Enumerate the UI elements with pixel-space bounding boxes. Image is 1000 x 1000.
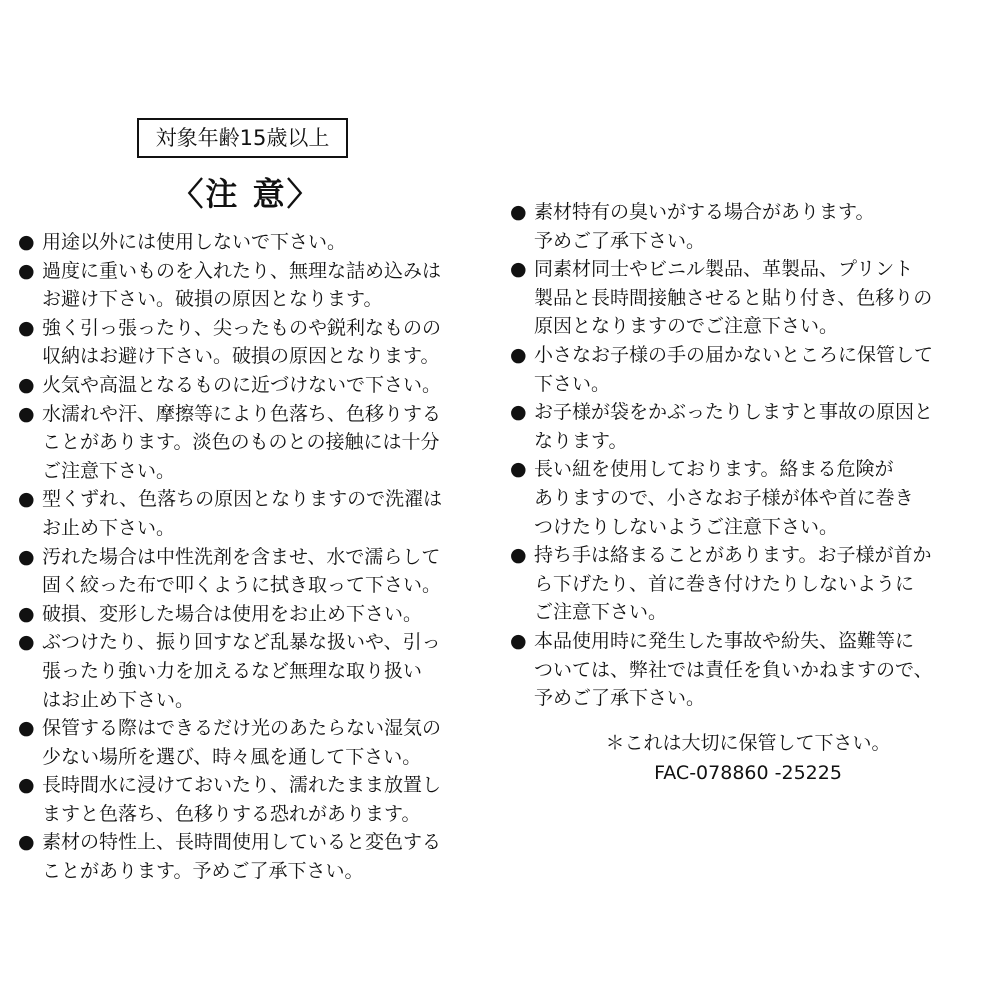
caution-line: 素材の特性上、長時間使用していると変色する xyxy=(42,831,442,854)
bullet-icon: ● xyxy=(18,231,35,253)
caution-line: 収納はお避け下さい。破損の原因となります。 xyxy=(42,345,440,368)
caution-item-text xyxy=(534,541,931,627)
caution-line: 過度に重いものを入れたり、無理な詰め込みは xyxy=(42,259,442,282)
bullet-icon: ● xyxy=(18,545,35,568)
caution-line: 長い紐を使用しております。絡まる危険が xyxy=(534,458,894,481)
caution-line: ら下げたり、首に巻き付けたりしないように xyxy=(534,572,915,595)
caution-line: なります。 xyxy=(534,429,628,452)
age-notice: 対象年齢15歳以上 xyxy=(155,126,330,150)
bullet-icon: ● xyxy=(510,401,527,424)
caution-line: 予めご了承下さい。 xyxy=(534,229,706,252)
caution-line: 火気や高温となるものに近づけないで下さい。 xyxy=(42,373,442,396)
caution-item xyxy=(18,771,492,828)
bullet-icon: ● xyxy=(510,458,527,481)
caution-item-text xyxy=(42,257,441,314)
caution-line: ありますので、小さなお子様が体や首に巻き xyxy=(534,486,914,509)
caution-item xyxy=(18,828,492,885)
caution-line: ついては、弊社では責任を負いかねますので、 xyxy=(534,658,933,681)
bullet-icon: ● xyxy=(18,373,35,396)
bullet-icon: ● xyxy=(18,717,35,740)
caution-line: お子様が袋をかぶったりしますと事故の原因と xyxy=(534,401,934,424)
caution-item-text xyxy=(42,228,346,257)
caution-item-text xyxy=(42,628,441,714)
bullet-icon: ● xyxy=(510,629,527,652)
caution-line: 持ち手は絡まることがあります。お子様が首か xyxy=(534,544,932,567)
caution-item xyxy=(18,543,492,600)
caution-line: 水濡れや汗、摩擦等により色落ち、色移りする xyxy=(42,402,442,425)
caution-line: 型くずれ、色落ちの原因となりますので洗濯は xyxy=(42,488,443,511)
caution-item-text xyxy=(534,198,874,255)
caution-item xyxy=(510,398,986,455)
caution-line: 用途以外には使用しないで下さい。 xyxy=(42,231,347,253)
caution-line: はお止め下さい。 xyxy=(42,688,195,711)
caution-line: ことがあります。予めご了承下さい。 xyxy=(42,860,364,883)
caution-item xyxy=(18,400,492,486)
caution-item-text xyxy=(534,341,933,398)
caution-list-right xyxy=(510,198,986,713)
caution-item xyxy=(510,255,986,341)
closing-note: ＊これは大切に保管して下さい。 xyxy=(605,732,891,754)
caution-line: 同素材同士やビニル製品、革製品、プリント xyxy=(534,258,914,281)
caution-item xyxy=(18,371,492,400)
caution-line: 汚れた場合は中性洗剤を含ませ、水で濡らして xyxy=(42,545,441,568)
caution-item xyxy=(510,627,986,713)
caution-line: ますと色落ち、色移りする恐れがあります。 xyxy=(42,802,421,825)
bullet-icon: ● xyxy=(18,774,35,797)
bullet-icon: ● xyxy=(18,259,35,282)
caution-item-text xyxy=(42,771,441,828)
caution-line: 下さい。 xyxy=(534,372,611,395)
caution-line: ご注意下さい。 xyxy=(534,601,668,624)
bullet-icon: ● xyxy=(510,343,527,366)
caution-item xyxy=(510,341,986,398)
bullet-icon: ● xyxy=(510,201,527,223)
caution-line: 素材特有の臭いがする場合があります。 xyxy=(534,201,875,223)
closing-block xyxy=(510,728,986,788)
bullet-icon: ● xyxy=(18,831,35,854)
caution-line: 製品と長時間接触させると貼り付き、色移りの xyxy=(534,286,933,309)
caution-line: ぶつけたり、振り回すなど乱暴な扱いや、引っ xyxy=(42,631,441,654)
caution-line: 原因となりますのでご注意下さい。 xyxy=(534,315,839,338)
caution-item xyxy=(18,714,492,771)
caution-item-text xyxy=(42,371,441,400)
caution-item-text xyxy=(42,543,441,600)
caution-item-text xyxy=(42,400,441,486)
age-notice-box xyxy=(137,118,348,158)
caution-list-left xyxy=(18,228,492,886)
caution-title: 〈注 意〉 xyxy=(171,175,321,213)
caution-line: 小さなお子様の手の届かないところに保管して xyxy=(534,343,934,366)
caution-line: ご注意下さい。 xyxy=(42,459,176,482)
caution-line: お止め下さい。 xyxy=(42,516,176,539)
caution-item-text xyxy=(42,485,442,542)
caution-item-text xyxy=(42,828,441,885)
caution-item-text xyxy=(534,627,933,713)
caution-item-text xyxy=(534,255,932,341)
product-code: FAC-078860 -25225 xyxy=(654,762,842,784)
caution-line: 強く引っ張ったり、尖ったものや鋭利なものの xyxy=(42,316,442,339)
caution-item-text xyxy=(534,398,933,455)
caution-line: お避け下さい。破損の原因となります。 xyxy=(42,288,383,311)
bullet-icon: ● xyxy=(18,602,35,625)
caution-item-text xyxy=(42,314,441,371)
bullet-icon: ● xyxy=(510,544,527,567)
caution-item xyxy=(18,314,492,371)
caution-item xyxy=(18,600,492,629)
caution-line: ことがあります。淡色のものとの接触には十分 xyxy=(42,431,440,454)
caution-item xyxy=(510,455,986,541)
caution-item xyxy=(510,198,986,255)
bullet-icon: ● xyxy=(18,402,35,425)
caution-item-text xyxy=(42,714,441,771)
caution-item xyxy=(18,257,492,314)
caution-item-text xyxy=(42,600,422,629)
caution-line: 破損、変形した場合は使用をお止め下さい。 xyxy=(42,602,423,625)
caution-item xyxy=(18,628,492,714)
caution-item xyxy=(18,485,492,542)
caution-line: 張ったり強い力を加えるなど無理な取り扱い xyxy=(42,659,423,682)
caution-item xyxy=(510,541,986,627)
caution-line: 保管する際はできるだけ光のあたらない湿気の xyxy=(42,717,442,740)
caution-line: 長時間水に浸けておいたり、濡れたまま放置し xyxy=(42,774,442,797)
caution-line: 少ない場所を選び、時々風を通して下さい。 xyxy=(42,745,422,768)
caution-line: 固く絞った布で叩くように拭き取って下さい。 xyxy=(42,574,442,597)
caution-item-text xyxy=(534,455,914,541)
caution-line: つけたりしないようご注意下さい。 xyxy=(534,515,839,538)
caution-line: 本品使用時に発生した事故や紛失、盗難等に xyxy=(534,629,915,652)
bullet-icon: ● xyxy=(510,258,527,281)
bullet-icon: ● xyxy=(18,631,35,654)
bullet-icon: ● xyxy=(18,488,35,511)
caution-line: 予めご了承下さい。 xyxy=(534,687,706,710)
caution-item xyxy=(18,228,492,257)
bullet-icon: ● xyxy=(18,316,35,339)
